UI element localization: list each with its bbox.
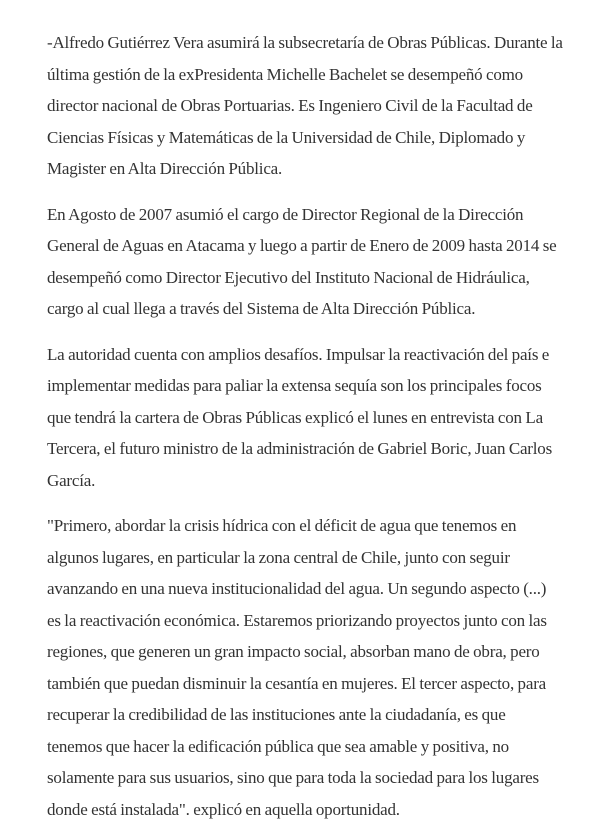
- text-line: también que puedan disminuir la cesantía en mujeres. El tercer aspecto, para: [47, 673, 547, 693]
- paragraph-career-history: [47, 199, 557, 325]
- text-line: es la reactivación económica. Estaremos priorizando proyectos junto con las: [47, 610, 547, 630]
- text-line: En Agosto de 2007 asumió el cargo de Director Regional de la Dirección: [47, 204, 524, 224]
- text-line: última gestión de la exPresidenta Michelle Bachelet se desempeñó como: [47, 64, 523, 84]
- article-body: [47, 27, 563, 825]
- text-line: donde está instalada". explicó en aquella oportunidad.: [47, 799, 400, 819]
- text-line: solamente para sus usuarios, sino que para toda la sociedad para los lugares: [47, 768, 539, 787]
- text-line: desempeñó como Director Ejecutivo del Instituto Nacional de Hidráulica,: [47, 267, 530, 287]
- text-line: director nacional de Obras Portuarias. Es Ingeniero Civil de la Facultad de: [47, 96, 533, 115]
- text-line: Magister en Alta Dirección Pública.: [47, 159, 283, 178]
- text-line: -Alfredo Gutiérrez Vera asumirá la subsecretaría de Obras Públicas. Durante la: [47, 33, 563, 52]
- text-line: General de Aguas en Atacama y luego a partir de Enero de 2009 hasta 2014 se: [47, 236, 557, 255]
- text-line: recuperar la credibilidad de las instituciones ante la ciudadanía, es que: [47, 705, 506, 724]
- text-line: regiones, que generen un gran impacto social, absorban mano de obra, pero: [47, 642, 540, 661]
- text-line: García.: [47, 470, 96, 490]
- text-line: cargo al cual llega a través del Sistema de Alta Dirección Pública.: [47, 299, 476, 318]
- paragraph-challenges: [47, 339, 557, 497]
- text-line: Ciencias Físicas y Matemáticas de la Universidad de Chile, Diplomado y: [47, 127, 526, 147]
- paragraph-gutierrez-intro: [47, 27, 563, 185]
- text-line: "Primero, abordar la crisis hídrica con el déficit de agua que tenemos en: [47, 516, 517, 535]
- paragraph-minister-quote: [47, 510, 557, 825]
- text-line: algunos lugares, en particular la zona central de Chile, junto con seguir: [47, 547, 510, 567]
- text-line: tenemos que hacer la edificación pública que sea amable y positiva, no: [47, 736, 509, 756]
- text-line: que tendrá la cartera de Obras Públicas explicó el lunes en entrevista con La: [47, 407, 543, 427]
- text-line: Tercera, el futuro ministro de la administración de Gabriel Boric, Juan Carlos: [47, 439, 553, 458]
- text-line: implementar medidas para paliar la extensa sequía son los principales focos: [47, 376, 542, 395]
- text-line: avanzando en una nueva institucionalidad del agua. Un segundo aspecto (...): [47, 579, 547, 598]
- text-line: La autoridad cuenta con amplios desafíos. Impulsar la reactivación del país e: [47, 344, 550, 364]
